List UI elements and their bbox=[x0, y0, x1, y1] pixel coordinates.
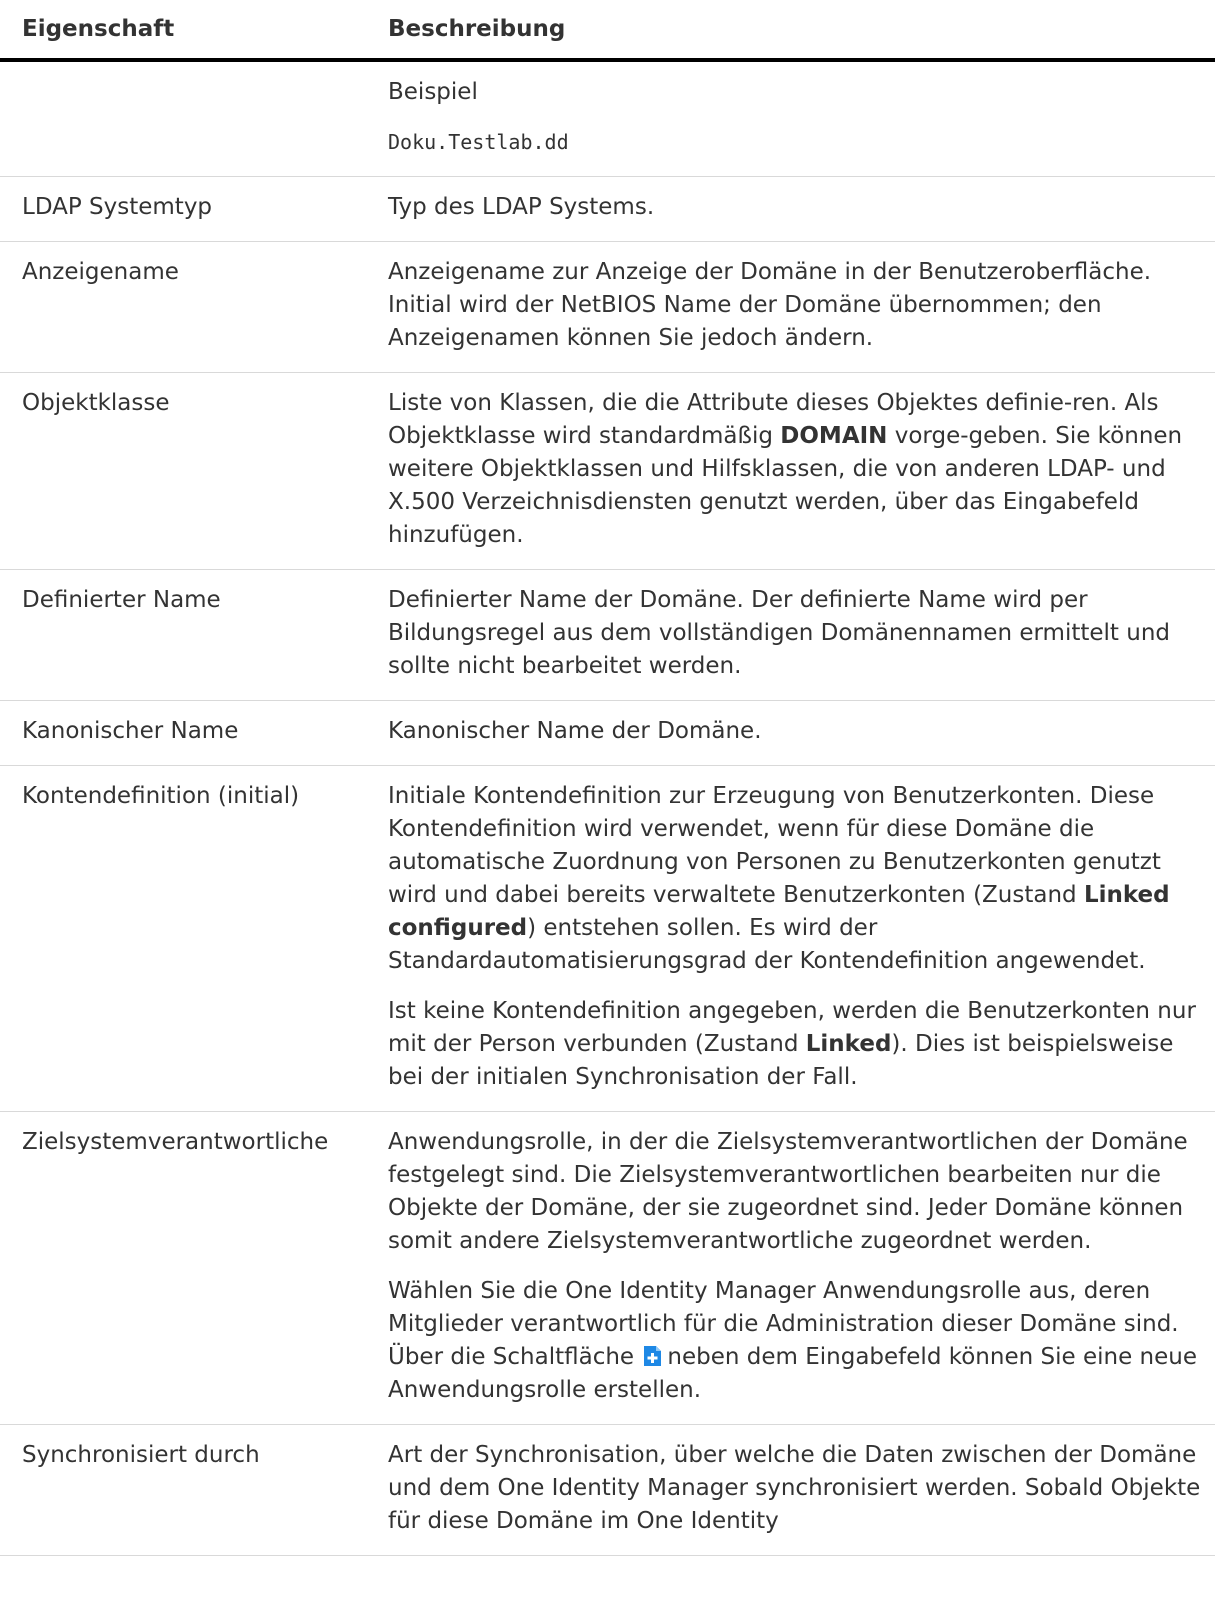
row-description bbox=[384, 1112, 1215, 1425]
table-header-row bbox=[0, 0, 1215, 60]
row-description: Definierter Name der Domäne. Der definierte Name wird per Bildungsregel aus dem vollständigen Domänennamen ermittelt und sollte nicht bearbeitet werden. bbox=[384, 570, 1215, 701]
header-beschreibung: Beschreibung bbox=[384, 0, 1215, 60]
table-row bbox=[0, 373, 1215, 570]
table-row bbox=[0, 1112, 1215, 1425]
desc-paragraph bbox=[388, 780, 1205, 978]
desc-paragraph: Anwendungsrolle, in der die Zielsystemverantwortlichen der Domäne festgelegt sind. Die Zielsystemverantwortlichen bearbeiten nur die Objekte der Domäne, der sie zugeordnet sind. Jeder Domäne können somit andere Zielsystemverantwortliche zugeordnet werden. bbox=[388, 1129, 1188, 1254]
desc-bold: Linked configured bbox=[388, 882, 1170, 941]
desc-text: Initiale Kontendefinition zur Erzeugung von Benutzerkonten. Diese Kontendefinition wird verwendet, wenn für diese Domäne die automatische Zuordnung von Personen zu Benutzerkonten genutzt wird und dabei bereits verwaltete Benutzerkonten (Zustand bbox=[388, 783, 1161, 908]
row-description: Art der Synchronisation, über welche die Daten zwischen der Domäne und dem One Identity Manager synchronisiert werden. Sobald Objekte für diese Domäne im One Identity bbox=[384, 1425, 1215, 1556]
row-description bbox=[384, 373, 1215, 570]
row-description: Kanonischer Name der Domäne. bbox=[384, 701, 1215, 766]
table-row bbox=[0, 701, 1215, 766]
example-heading: Beispiel bbox=[388, 79, 478, 105]
row-label: Anzeigename bbox=[0, 242, 384, 373]
desc-text: Liste von Klassen, die die Attribute dieses Objektes definie-ren. Als Objektklasse wird standardmäßig bbox=[388, 390, 1159, 449]
table-row bbox=[0, 1425, 1215, 1556]
row-label bbox=[0, 60, 384, 177]
desc-paragraph bbox=[388, 1275, 1205, 1407]
desc-text: ). Dies ist beispielsweise bei der initialen Synchronisation der Fall. bbox=[388, 1031, 1174, 1090]
table-row bbox=[0, 570, 1215, 701]
row-description bbox=[384, 766, 1215, 1112]
row-label: Kanonischer Name bbox=[0, 701, 384, 766]
row-label: Synchronisiert durch bbox=[0, 1425, 384, 1556]
header-eigenschaft: Eigenschaft bbox=[0, 0, 384, 60]
add-document-icon bbox=[643, 1344, 662, 1366]
row-label: Zielsystemverantwortliche bbox=[0, 1112, 384, 1425]
row-label: LDAP Systemtyp bbox=[0, 177, 384, 242]
table-row bbox=[0, 766, 1215, 1112]
desc-bold: Linked bbox=[805, 1031, 892, 1057]
table-row bbox=[0, 60, 1215, 177]
row-label: Definierter Name bbox=[0, 570, 384, 701]
table-row bbox=[0, 177, 1215, 242]
desc-text: neben dem Eingabefeld können Sie eine neue Anwendungsrolle erstellen. bbox=[388, 1344, 1197, 1403]
desc-text: ) entstehen sollen. Es wird der Standardautomatisierungsgrad der Kontendefinition angewendet. bbox=[388, 915, 1146, 974]
desc-paragraph bbox=[388, 995, 1205, 1094]
row-label: Objektklasse bbox=[0, 373, 384, 570]
row-description bbox=[384, 60, 1215, 177]
row-label: Kontendefinition (initial) bbox=[0, 766, 384, 1112]
row-description: Typ des LDAP Systems. bbox=[384, 177, 1215, 242]
table-row bbox=[0, 242, 1215, 373]
desc-text: vorge-geben. Sie können weitere Objektklassen und Hilfsklassen, die von anderen LDAP- und X.500 Verzeichnisdiensten genutzt werden, über das Eingabefeld hinzufügen. bbox=[388, 423, 1183, 548]
example-code: Doku.Testlab.dd bbox=[388, 130, 569, 154]
row-description: Anzeigename zur Anzeige der Domäne in der Benutzeroberfläche. Initial wird der NetBIOS Name der Domäne übernommen; den Anzeigenamen können Sie jedoch ändern. bbox=[384, 242, 1215, 373]
desc-text: Ist keine Kontendefinition angegeben, werden die Benutzerkonten nur mit der Person verbunden (Zustand bbox=[388, 998, 1196, 1057]
desc-bold: DOMAIN bbox=[780, 423, 888, 449]
desc-text: Wählen Sie die One Identity Manager Anwendungsrolle aus, deren Mitglieder verantwortlich für die Administration dieser Domäne sind. Über die Schaltfläche bbox=[388, 1278, 1179, 1370]
